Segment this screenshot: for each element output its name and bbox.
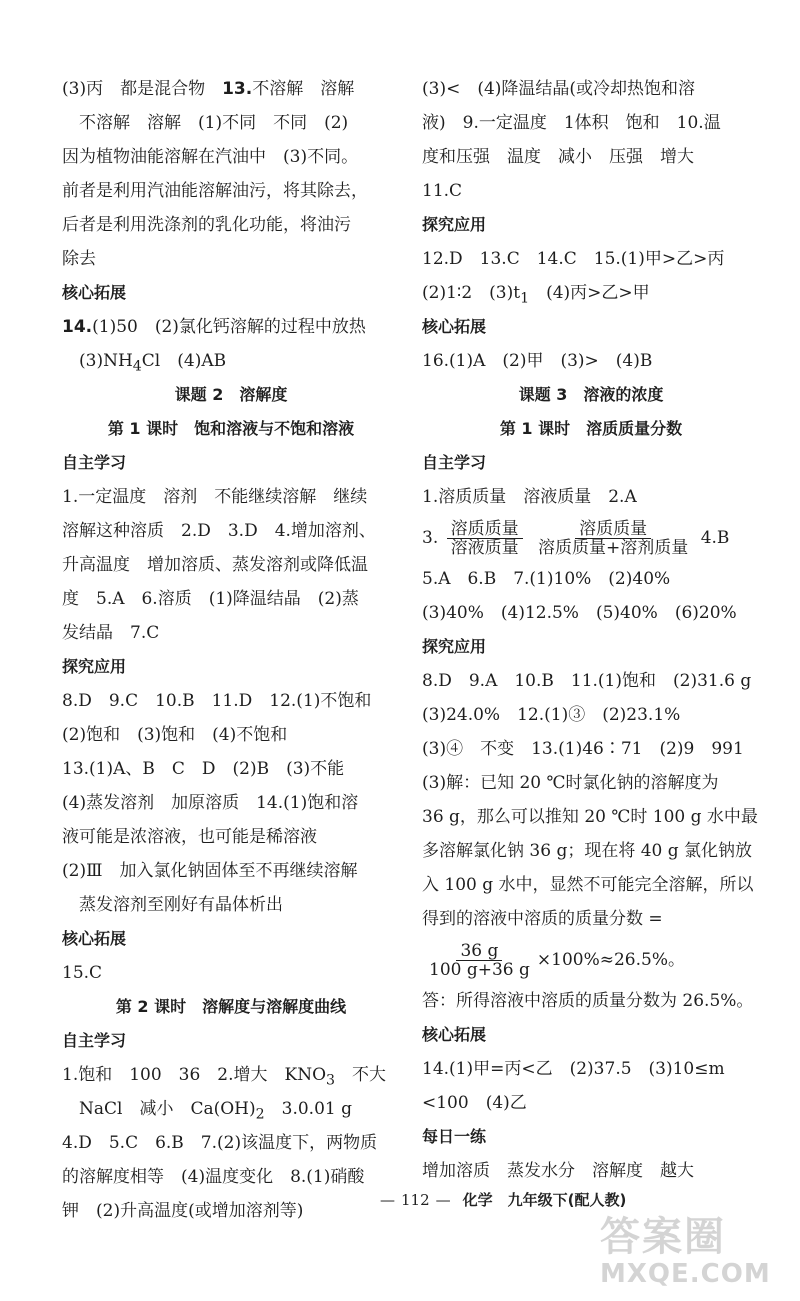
section-heading: 探究应用 xyxy=(422,637,487,656)
numerator: 溶质质量 xyxy=(447,520,523,539)
footer-dash: — xyxy=(435,1191,451,1209)
text-line: 度和压强 温度 减小 压强 增大 xyxy=(422,147,694,167)
text-line: 的溶解度相等 (4)温度变化 8.(1)硝酸 xyxy=(62,1167,365,1187)
text-line: (3)24.0% 12.(1)③ (2)23.1% xyxy=(422,705,681,725)
text-line: (4)蒸发溶剂 加原溶质 14.(1)饱和溶 xyxy=(62,793,359,813)
text-line: 14.(1)甲=丙<乙 (2)37.5 (3)10≤m xyxy=(422,1059,725,1079)
text-segment: 1.饱和 100 36 2.增大 KNO xyxy=(62,1065,327,1085)
fraction xyxy=(425,942,534,979)
text-line: 16.(1)A (2)甲 (3)> (4)B xyxy=(422,351,653,371)
section-heading: 自主学习 xyxy=(422,453,487,472)
fraction-line xyxy=(422,936,760,984)
text-segment: (1)50 (2)氯化钙溶解的过程中放热 xyxy=(92,317,366,337)
denominator: 100 g+36 g xyxy=(429,960,530,980)
text-line: 升高温度 增加溶质、蒸发溶剂或降低温 xyxy=(62,555,368,575)
footer-dash: — xyxy=(380,1191,395,1209)
question-number: 13. xyxy=(222,79,253,99)
numerator: 36 g xyxy=(456,942,502,961)
text-line: 钾 (2)升高温度(或增加溶剂等) xyxy=(62,1201,304,1221)
lesson-heading: 第 1 课时 溶质质量分数 xyxy=(499,419,683,438)
text-segment: (2)1∶2 (3)t xyxy=(422,283,521,303)
topic-heading: 课题 2 溶解度 xyxy=(174,385,288,404)
question-number: 3. xyxy=(422,528,439,548)
text-line: <100 (4)乙 xyxy=(422,1093,527,1113)
text-line: 增加溶质 蒸发水分 溶解度 越大 xyxy=(422,1161,694,1181)
subscript: 3 xyxy=(326,1072,336,1089)
numerator: 溶质质量 xyxy=(575,520,651,539)
text-line: 不溶解 溶解 (1)不同 不同 (2) xyxy=(79,113,349,133)
text-line xyxy=(62,1058,400,1092)
section-heading: 探究应用 xyxy=(422,215,487,234)
text-line: 后者是利用洗涤剂的乳化功能，将油污 xyxy=(62,215,351,235)
fraction xyxy=(534,520,692,557)
text-line: 答：所得溶液中溶质的质量分数为 26.5%。 xyxy=(422,991,754,1011)
left-column xyxy=(62,72,400,1228)
subscript: 4 xyxy=(132,358,142,375)
text-line xyxy=(62,310,400,344)
denominator: 溶质质量+溶剂质量 xyxy=(538,538,689,558)
text-line: 得到的溶液中溶质的质量分数 = xyxy=(422,909,663,929)
watermark-url: MXQE.COM xyxy=(600,1259,771,1289)
text-line: 溶解这种溶质 2.D 3.D 4.增加溶剂、 xyxy=(62,521,376,541)
section-heading: 自主学习 xyxy=(62,1031,127,1050)
subscript: 2 xyxy=(255,1106,265,1123)
text-line: 蒸发溶剂至刚好有晶体析出 xyxy=(79,895,283,915)
text-segment: 4.B xyxy=(700,528,730,548)
text-line: (3)< (4)降温结晶(或冷却热饱和溶 xyxy=(422,79,696,99)
text-line: 液) 9.一定温度 1体积 饱和 10.温 xyxy=(422,113,721,133)
text-line: 除去 xyxy=(62,249,96,269)
text-segment: ×100%≈26.5%。 xyxy=(536,950,686,970)
page-number: 112 xyxy=(401,1191,430,1209)
section-heading: 自主学习 xyxy=(62,453,127,472)
text-line: 液可能是浓溶液，也可能是稀溶液 xyxy=(62,827,317,847)
lesson-heading: 第 2 课时 溶解度与溶解度曲线 xyxy=(115,997,347,1016)
text-line: 8.D 9.A 10.B 11.(1)饱和 (2)31.6 g xyxy=(422,671,752,691)
text-line: 1.溶质质量 溶液质量 2.A xyxy=(422,487,637,507)
text-line: 因为植物油能溶解在汽油中 (3)不同。 xyxy=(62,147,359,167)
text-line: 发结晶 7.C xyxy=(62,623,160,643)
footer-subject: 化学 九年级下(配人教) xyxy=(462,1191,627,1209)
text-segment: 不溶解 溶解 xyxy=(252,79,355,99)
text-line: 1.一定温度 溶剂 不能继续溶解 继续 xyxy=(62,487,368,507)
text-line xyxy=(422,276,760,310)
text-line xyxy=(62,344,400,378)
text-segment: (3)NH xyxy=(79,351,133,371)
text-line: 15.C xyxy=(62,963,103,983)
text-segment: (3)丙 都是混合物 xyxy=(62,79,223,99)
text-line xyxy=(62,1092,400,1126)
text-line: (2)饱和 (3)饱和 (4)不饱和 xyxy=(62,725,288,745)
section-heading: 核心拓展 xyxy=(422,1025,487,1044)
text-line: (2)Ⅲ 加入氯化钠固体至不再继续溶解 xyxy=(62,861,358,881)
watermark-logo-text: 答案圈 xyxy=(600,1214,726,1260)
lesson-heading: 第 1 课时 饱和溶液与不饱和溶液 xyxy=(107,419,355,438)
text-line: 4.D 5.C 6.B 7.(2)该温度下，两物质 xyxy=(62,1133,378,1153)
text-line: 前者是利用汽油能溶解油污，将其除去， xyxy=(62,181,368,201)
section-heading: 核心拓展 xyxy=(62,929,127,948)
fraction xyxy=(447,520,523,557)
text-line: (3)④ 不变 13.(1)46∶71 (2)9 991 xyxy=(422,739,744,759)
fraction-line xyxy=(422,514,760,562)
text-segment: (4)丙>乙>甲 xyxy=(529,283,650,303)
text-line: 度 5.A 6.溶质 (1)降温结晶 (2)蒸 xyxy=(62,589,359,609)
section-heading: 探究应用 xyxy=(62,657,127,676)
text-line: 11.C xyxy=(422,181,463,201)
text-segment: 3.0.01 g xyxy=(264,1099,352,1119)
denominator: 溶液质量 xyxy=(450,538,519,558)
section-heading: 核心拓展 xyxy=(422,317,487,336)
section-heading: 每日一练 xyxy=(422,1127,487,1146)
text-line: 入 100 g 水中，显然不可能完全溶解，所以 xyxy=(422,875,754,895)
text-line: 36 g，那么可以推知 20 ℃时 100 g 水中最 xyxy=(422,807,758,827)
section-heading: 核心拓展 xyxy=(62,283,127,302)
text-line: 5.A 6.B 7.(1)10% (2)40% xyxy=(422,569,671,589)
page-footer xyxy=(380,1185,626,1215)
text-line: 12.D 13.C 14.C 15.(1)甲>乙>丙 xyxy=(422,249,725,269)
text-line xyxy=(62,72,400,106)
text-line: 13.(1)A、B C D (2)B (3)不能 xyxy=(62,759,345,779)
question-number: 14. xyxy=(62,317,93,337)
text-line: 8.D 9.C 10.B 11.D 12.(1)不饱和 xyxy=(62,691,372,711)
text-line: (3)40% (4)12.5% (5)40% (6)20% xyxy=(422,603,737,623)
subscript: 1 xyxy=(520,290,530,307)
text-segment: Cl (4)AB xyxy=(141,351,227,371)
topic-heading: 课题 3 溶液的浓度 xyxy=(518,385,664,404)
text-segment: NaCl 减小 Ca(OH) xyxy=(79,1099,256,1119)
text-line: (3)解：已知 20 ℃时氯化钠的溶解度为 xyxy=(422,773,719,793)
right-column xyxy=(422,72,760,1188)
text-segment: 不大 xyxy=(335,1065,387,1085)
text-line: 多溶解氯化钠 36 g；现在将 40 g 氯化钠放 xyxy=(422,841,753,861)
watermark xyxy=(600,1215,790,1295)
